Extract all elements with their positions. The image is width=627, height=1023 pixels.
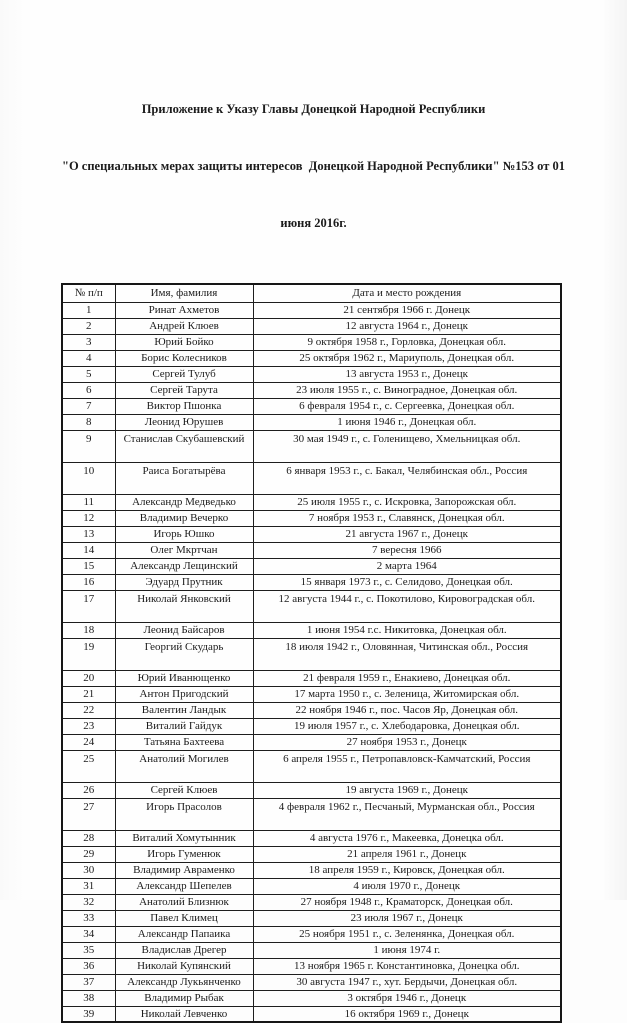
row-number: 11 (62, 494, 115, 510)
person-name: Владислав Дрегер (115, 942, 253, 958)
table-row (62, 526, 561, 542)
birth-info: 6 февраля 1954 г., с. Сергеевка, Донецкая обл. (253, 398, 561, 414)
birth-info: 23 июля 1955 г., с. Виноградное, Донецкая обл. (253, 382, 561, 398)
person-name: Раиса Богатырёва (115, 462, 253, 494)
row-number: 33 (62, 910, 115, 926)
row-number: 24 (62, 734, 115, 750)
row-number: 19 (62, 638, 115, 670)
table-row (62, 318, 561, 334)
birth-info: 1 июня 1946 г., Донецкая обл. (253, 414, 561, 430)
title-line-3: июня 2016г. (280, 216, 347, 230)
row-number: 3 (62, 334, 115, 350)
birth-info: 22 ноября 1946 г., пос. Часов Яр, Донецкая обл. (253, 702, 561, 718)
table-row (62, 846, 561, 862)
birth-info: 1 июня 1954 г.с. Никитовка, Донецкая обл. (253, 622, 561, 638)
birth-info: 21 февраля 1959 г., Енакиево, Донецкая обл. (253, 670, 561, 686)
row-number: 31 (62, 878, 115, 894)
table-row (62, 990, 561, 1006)
row-number: 5 (62, 366, 115, 382)
person-name: Сергей Клюев (115, 782, 253, 798)
table-row (62, 926, 561, 942)
table-row (62, 830, 561, 846)
birth-info: 17 марта 1950 г., с. Зеленица, Житомирская обл. (253, 686, 561, 702)
title-line-2: "О специальных мерах защиты интересов Донецкой Народной Республики" №153 от 01 (62, 159, 565, 173)
document-title (54, 62, 574, 271)
person-name: Александр Шепелев (115, 878, 253, 894)
person-name: Владимир Авраменко (115, 862, 253, 878)
row-number: 27 (62, 798, 115, 830)
person-name: Юрий Бойко (115, 334, 253, 350)
person-name: Георгий Скударь (115, 638, 253, 670)
birth-info: 25 июля 1955 г., с. Искровка, Запорожская обл. (253, 494, 561, 510)
table-row (62, 430, 561, 462)
person-name: Владимир Вечерко (115, 510, 253, 526)
birth-info: 21 сентября 1966 г. Донецк (253, 302, 561, 318)
birth-info: 19 августа 1969 г., Донецк (253, 782, 561, 798)
birth-info: 12 августа 1964 г., Донецк (253, 318, 561, 334)
table-row (62, 910, 561, 926)
table-row (62, 958, 561, 974)
row-number: 13 (62, 526, 115, 542)
table-row (62, 798, 561, 830)
row-number: 36 (62, 958, 115, 974)
table-row (62, 702, 561, 718)
row-number: 17 (62, 590, 115, 622)
row-number: 1 (62, 302, 115, 318)
table-row (62, 750, 561, 782)
person-name: Александр Папаика (115, 926, 253, 942)
table-row (62, 686, 561, 702)
header-birth-info: Дата и место рождения (253, 284, 561, 302)
title-line-1: Приложение к Указу Главы Донецкой Народной Республики (141, 102, 486, 116)
person-name: Станислав Скубашевский (115, 430, 253, 462)
table-row (62, 782, 561, 798)
row-number: 23 (62, 718, 115, 734)
header-person-name: Имя, фамилия (115, 284, 253, 302)
person-name: Владимир Рыбак (115, 990, 253, 1006)
table-row (62, 462, 561, 494)
person-name: Ринат Ахметов (115, 302, 253, 318)
table-row (62, 718, 561, 734)
person-name: Леонид Байсаров (115, 622, 253, 638)
table-row (62, 334, 561, 350)
person-name: Сергей Тулуб (115, 366, 253, 382)
row-number: 14 (62, 542, 115, 558)
birth-info: 30 мая 1949 г., с. Голенищево, Хмельницкая обл. (253, 430, 561, 462)
person-name: Виктор Пшонка (115, 398, 253, 414)
row-number: 9 (62, 430, 115, 462)
birth-info: 19 июля 1957 г., с. Хлебодаровка, Донецкая обл. (253, 718, 561, 734)
person-name: Павел Климец (115, 910, 253, 926)
header-row-number: № п/п (62, 284, 115, 302)
row-number: 37 (62, 974, 115, 990)
table-row (62, 350, 561, 366)
table-row (62, 638, 561, 670)
table-row (62, 542, 561, 558)
birth-info: 27 ноября 1948 г., Краматорск, Донецкая обл. (253, 894, 561, 910)
birth-info: 21 августа 1967 г., Донецк (253, 526, 561, 542)
row-number: 35 (62, 942, 115, 958)
birth-info: 2 марта 1964 (253, 558, 561, 574)
birth-info: 4 июля 1970 г., Донецк (253, 878, 561, 894)
person-name: Борис Колесников (115, 350, 253, 366)
person-name: Игорь Гуменюк (115, 846, 253, 862)
row-number: 26 (62, 782, 115, 798)
table-row (62, 670, 561, 686)
birth-info: 18 июля 1942 г., Оловянная, Читинская обл., Россия (253, 638, 561, 670)
row-number: 30 (62, 862, 115, 878)
table-row (62, 974, 561, 990)
row-number: 38 (62, 990, 115, 1006)
row-number: 34 (62, 926, 115, 942)
person-name: Александр Лещинский (115, 558, 253, 574)
birth-info: 13 августа 1953 г., Донецк (253, 366, 561, 382)
birth-info: 7 ноября 1953 г., Славянск, Донецкая обл. (253, 510, 561, 526)
table-row (62, 574, 561, 590)
row-number: 32 (62, 894, 115, 910)
person-name: Николай Левченко (115, 1006, 253, 1022)
row-number: 21 (62, 686, 115, 702)
table-row (62, 398, 561, 414)
table-row (62, 414, 561, 430)
row-number: 7 (62, 398, 115, 414)
person-name: Николай Янковский (115, 590, 253, 622)
sanctions-roster-table (61, 283, 562, 1023)
row-number: 12 (62, 510, 115, 526)
person-name: Анатолий Близнюк (115, 894, 253, 910)
birth-info: 27 ноября 1953 г., Донецк (253, 734, 561, 750)
person-name: Татьяна Бахтеева (115, 734, 253, 750)
table-row (62, 622, 561, 638)
birth-info: 21 апреля 1961 г., Донецк (253, 846, 561, 862)
person-name: Андрей Клюев (115, 318, 253, 334)
birth-info: 4 августа 1976 г., Макеевка, Донецка обл. (253, 830, 561, 846)
row-number: 18 (62, 622, 115, 638)
table-row (62, 1006, 561, 1022)
birth-info: 6 января 1953 г., с. Бакал, Челябинская обл., Россия (253, 462, 561, 494)
table-row (62, 494, 561, 510)
row-number: 29 (62, 846, 115, 862)
row-number: 4 (62, 350, 115, 366)
birth-info: 23 июля 1967 г., Донецк (253, 910, 561, 926)
birth-info: 4 февраля 1962 г., Песчаный, Мурманская обл., Россия (253, 798, 561, 830)
person-name: Николай Купянский (115, 958, 253, 974)
row-number: 25 (62, 750, 115, 782)
person-name: Виталий Гайдук (115, 718, 253, 734)
person-name: Виталий Хомутынник (115, 830, 253, 846)
row-number: 20 (62, 670, 115, 686)
birth-info: 3 октября 1946 г., Донецк (253, 990, 561, 1006)
table-row (62, 942, 561, 958)
person-name: Леонид Юрушев (115, 414, 253, 430)
person-name: Сергей Тарута (115, 382, 253, 398)
birth-info: 25 ноября 1951 г., с. Зеленянка, Донецкая обл. (253, 926, 561, 942)
table-row (62, 366, 561, 382)
roster-table-body (62, 302, 561, 1022)
birth-info: 15 января 1973 г., с. Селидово, Донецкая обл. (253, 574, 561, 590)
table-row (62, 510, 561, 526)
person-name: Александр Медведько (115, 494, 253, 510)
birth-info: 13 ноября 1965 г. Константиновка, Донецка обл. (253, 958, 561, 974)
row-number: 28 (62, 830, 115, 846)
row-number: 22 (62, 702, 115, 718)
birth-info: 25 октября 1962 г., Мариуполь, Донецкая обл. (253, 350, 561, 366)
row-number: 39 (62, 1006, 115, 1022)
table-row (62, 382, 561, 398)
birth-info: 12 августа 1944 г., с. Покотилово, Кировоградская обл. (253, 590, 561, 622)
birth-info: 16 октября 1969 г., Донецк (253, 1006, 561, 1022)
table-row (62, 302, 561, 318)
birth-info: 9 октября 1958 г., Горловка, Донецкая обл. (253, 334, 561, 350)
person-name: Антон Пригодский (115, 686, 253, 702)
person-name: Эдуард Прутник (115, 574, 253, 590)
table-row (62, 734, 561, 750)
table-header-row (62, 284, 561, 302)
person-name: Олег Мкртчан (115, 542, 253, 558)
table-row (62, 878, 561, 894)
person-name: Игорь Юшко (115, 526, 253, 542)
row-number: 15 (62, 558, 115, 574)
person-name: Валентин Ландык (115, 702, 253, 718)
row-number: 8 (62, 414, 115, 430)
birth-info: 7 вересня 1966 (253, 542, 561, 558)
birth-info: 6 апреля 1955 г., Петропавловск-Камчатский, Россия (253, 750, 561, 782)
row-number: 16 (62, 574, 115, 590)
row-number: 2 (62, 318, 115, 334)
row-number: 10 (62, 462, 115, 494)
person-name: Анатолий Могилев (115, 750, 253, 782)
person-name: Александр Лукьянченко (115, 974, 253, 990)
birth-info: 1 июня 1974 г. (253, 942, 561, 958)
table-row (62, 862, 561, 878)
row-number: 6 (62, 382, 115, 398)
birth-info: 30 августа 1947 г., хут. Бердычи, Донецкая обл. (253, 974, 561, 990)
table-row (62, 590, 561, 622)
table-row (62, 558, 561, 574)
person-name: Игорь Прасолов (115, 798, 253, 830)
table-row (62, 894, 561, 910)
person-name: Юрий Иванющенко (115, 670, 253, 686)
birth-info: 18 апреля 1959 г., Кировск, Донецкая обл. (253, 862, 561, 878)
